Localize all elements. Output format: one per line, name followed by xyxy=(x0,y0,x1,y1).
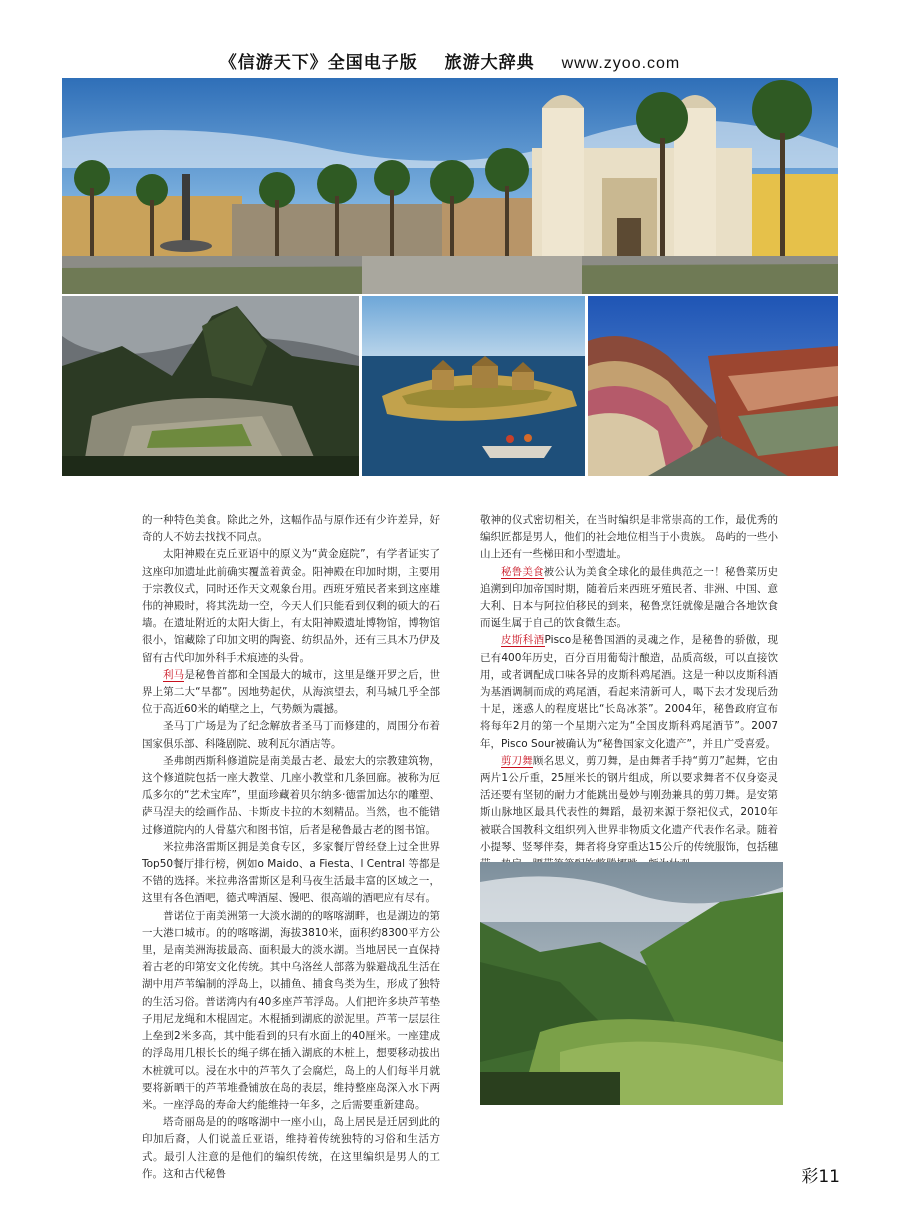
paragraph-puno: 普诺位于南美洲第一大淡水湖的的喀喀湖畔，也是湖边的第一大港口城市。的的喀喀湖，海拔3810米，面积约8300平方公里，是南美洲海拔最高、面积最大的淡水湖。当地居民一直保持着古老的印第安文化传统。其中乌洛丝人部落为躲避战乱生活在湖中用芦苇编制的浮岛上，以捕鱼、捕食鸟类为生，形成了独特的生活习俗。普诺湾内有40多座芦苇浮岛。人们把许多块芦苇垫子用尼龙绳和木棍固定。木棍插到湖底的淤泥里。芦苇一层层往上垒到2米多高，其中能看到的只有水面上的40厘米。一座建成的浮岛用几根长长的绳子绑在插入湖底的木桩上，想要移动拔出木桩就可以。浸在水中的芦苇久了会腐烂，岛上的人们每半月就要将新晒干的芦苇堆叠铺放在岛的表层，维持整座岛深入水下两米。一座浮岛的寿命大约能维持一年多，之后需要重新建岛。 xyxy=(142,909,440,1111)
paragraph-cuisine xyxy=(480,564,778,633)
paragraph-cuisine-text: 被公认为美食全球化的最佳典范之一！秘鲁菜历史追溯到印加帝国时期，随着后来西班牙殖民者、非洲、中国、意大利、日本与阿拉伯移民的到来，秘鲁烹饪就像是融合各地饮食而诞生属于自己的饮食微生态。 xyxy=(480,565,778,630)
dictionary-title: 旅游大辞典 xyxy=(444,53,535,73)
paragraph-sun-temple: 太阳神殿在克丘亚语中的原义为“黄金庭院”，有学者证实了这座印加遗址此前确实覆盖着黄金。阳神殿在印加时期，主要用于宗教仪式，同时还作天文观象台用。西班牙殖民者来到这座雄伟的神殿时，将其洗劫一空，今天人们只能看到仅剩的硕大的石墙。在遗址附近的太阳大街上，有太阳神殿遗址博物馆，博物馆很小，馆藏除了印加文明的陶瓷、纺织品外，还有三具木乃伊及留有古代印加外科手术痕迹的头骨。 xyxy=(142,548,440,664)
keyword-scissors-dance: 剪刀舞 xyxy=(501,754,533,767)
paragraph-san-martin: 圣马丁广场是为了纪念解放者圣马丁而修建的，周围分布着国家俱乐部、科隆剧院、玻利瓦尔酒店等。 xyxy=(142,720,440,750)
sacred-valley-photo xyxy=(480,862,783,1105)
keyword-lima: 利马 xyxy=(163,668,185,681)
paragraph-pisco-text: Pisco是秘鲁国酒的灵魂之作，是秘鲁的骄傲，现已有400年历史，百分百用葡萄汁酿造，品质高级，可以直接饮用，或者调配成口味各异的皮斯科鸡尾酒。这是一种以皮斯科酒为基酒调制而成的鸡尾酒，看起来清新可人，喝下去才发现后劲十足，迷惑人的程度堪比“长岛冰茶”。2004年，秘鲁政府宣布将每年2月的第一个星期六定为“全国皮斯科鸡尾酒节”。2007年，Pisco Sour被确认为“秘鲁国家文化遗产”，并且广受喜爱。 xyxy=(480,634,779,750)
paragraph-weaving: 敬神的仪式密切相关，在当时编织是非常崇高的工作，最优秀的编织匠都是男人，他们的社会地位相当于小贵族。 岛屿的一些小山上还有一些梯田和小型遗址。 xyxy=(480,514,778,561)
page-header xyxy=(0,48,900,73)
keyword-cuisine: 秘鲁美食 xyxy=(501,565,544,578)
floating-islands-photo xyxy=(362,296,585,476)
rainbow-mountain-photo xyxy=(588,296,838,476)
paragraph-lima-text: 是秘鲁首都和全国最大的城市，这里是继开罗之后，世界上第二大“旱都”。因地势起伏，从海滨望去，利马城几乎全部位于高近60米的峭壁之上，气势颇为震撼。 xyxy=(142,668,441,716)
paragraph-miraflores: 米拉弗洛雷斯区拥是美食专区，多家餐厅曾经登上过全世界Top50餐厅排行榜，例如o Maido、a Fiesta、l Central 等都是不错的选择。米拉弗洛雷斯区是利马夜生活最丰富的区域之一，这里有各色酒吧，德式啤酒屋、馒吧、很高端的酒吧应有尽有。 xyxy=(142,840,440,905)
paragraph-scissors-dance xyxy=(480,753,778,873)
paragraph-taquile: 塔奇丽岛是的的喀喀湖中一座小山，岛上居民是迁居到此的印加后裔，人们说盖丘亚语，维持着传统独特的习俗和生活方式。最引人注意的是他们的编织传统，在这里编织是男人的工作。这和古代秘鲁 xyxy=(142,1116,440,1180)
keyword-pisco: 皮斯科酒 xyxy=(501,634,545,647)
machu-picchu-photo xyxy=(62,296,359,476)
lima-plaza-photo xyxy=(62,78,838,294)
right-text-column xyxy=(480,512,778,873)
paragraph-pisco xyxy=(480,632,778,752)
publication-title: 《信游天下》全国电子版 xyxy=(219,53,418,73)
site-url[interactable]: www.zyoo.com xyxy=(561,55,681,72)
page-number: 彩11 xyxy=(801,1167,840,1187)
paragraph-1: 的一种特色美食。除此之外，这幅作品与原作还有少许差异，好奇的人不妨去找找不同点。 xyxy=(142,514,440,544)
paragraph-san-francisco: 圣弗朗西斯科修道院是南美最古老、最宏大的宗教建筑物，这个修道院包括一座大教堂、几座小教堂和几条回廊。被称为厄瓜多尔的“艺术宝库”，里面珍藏着贝尔纳多·德雷加达尔的雕塑、萨马涅夫的绘画作品、卡斯皮卡拉的木刻精品。当然，也不能错过修道院内的人骨墓穴和图书馆，后者是秘鲁最古老的图书馆。 xyxy=(142,754,440,836)
left-text-column xyxy=(142,512,440,1183)
paragraph-scissors-dance-text: 顾名思义，剪刀舞，是由舞者手持“剪刀”起舞，它由两片1公斤重，25厘米长的钢片组成，所以要求舞者不仅身姿灵活还要有坚韧的耐力才能跳出曼妙与刚劲兼具的剪刀舞。是安第斯山脉地区最具代表性的舞蹈，最初来源于祭祀仪式，2010年被联合国教科文组织列入世界非物质文化遗产代表作名录。随着小提琴、竖琴伴奏，舞者将身穿重达15公斤的传统服饰，包括穗 xyxy=(480,754,778,853)
paragraph-lima xyxy=(142,667,440,719)
